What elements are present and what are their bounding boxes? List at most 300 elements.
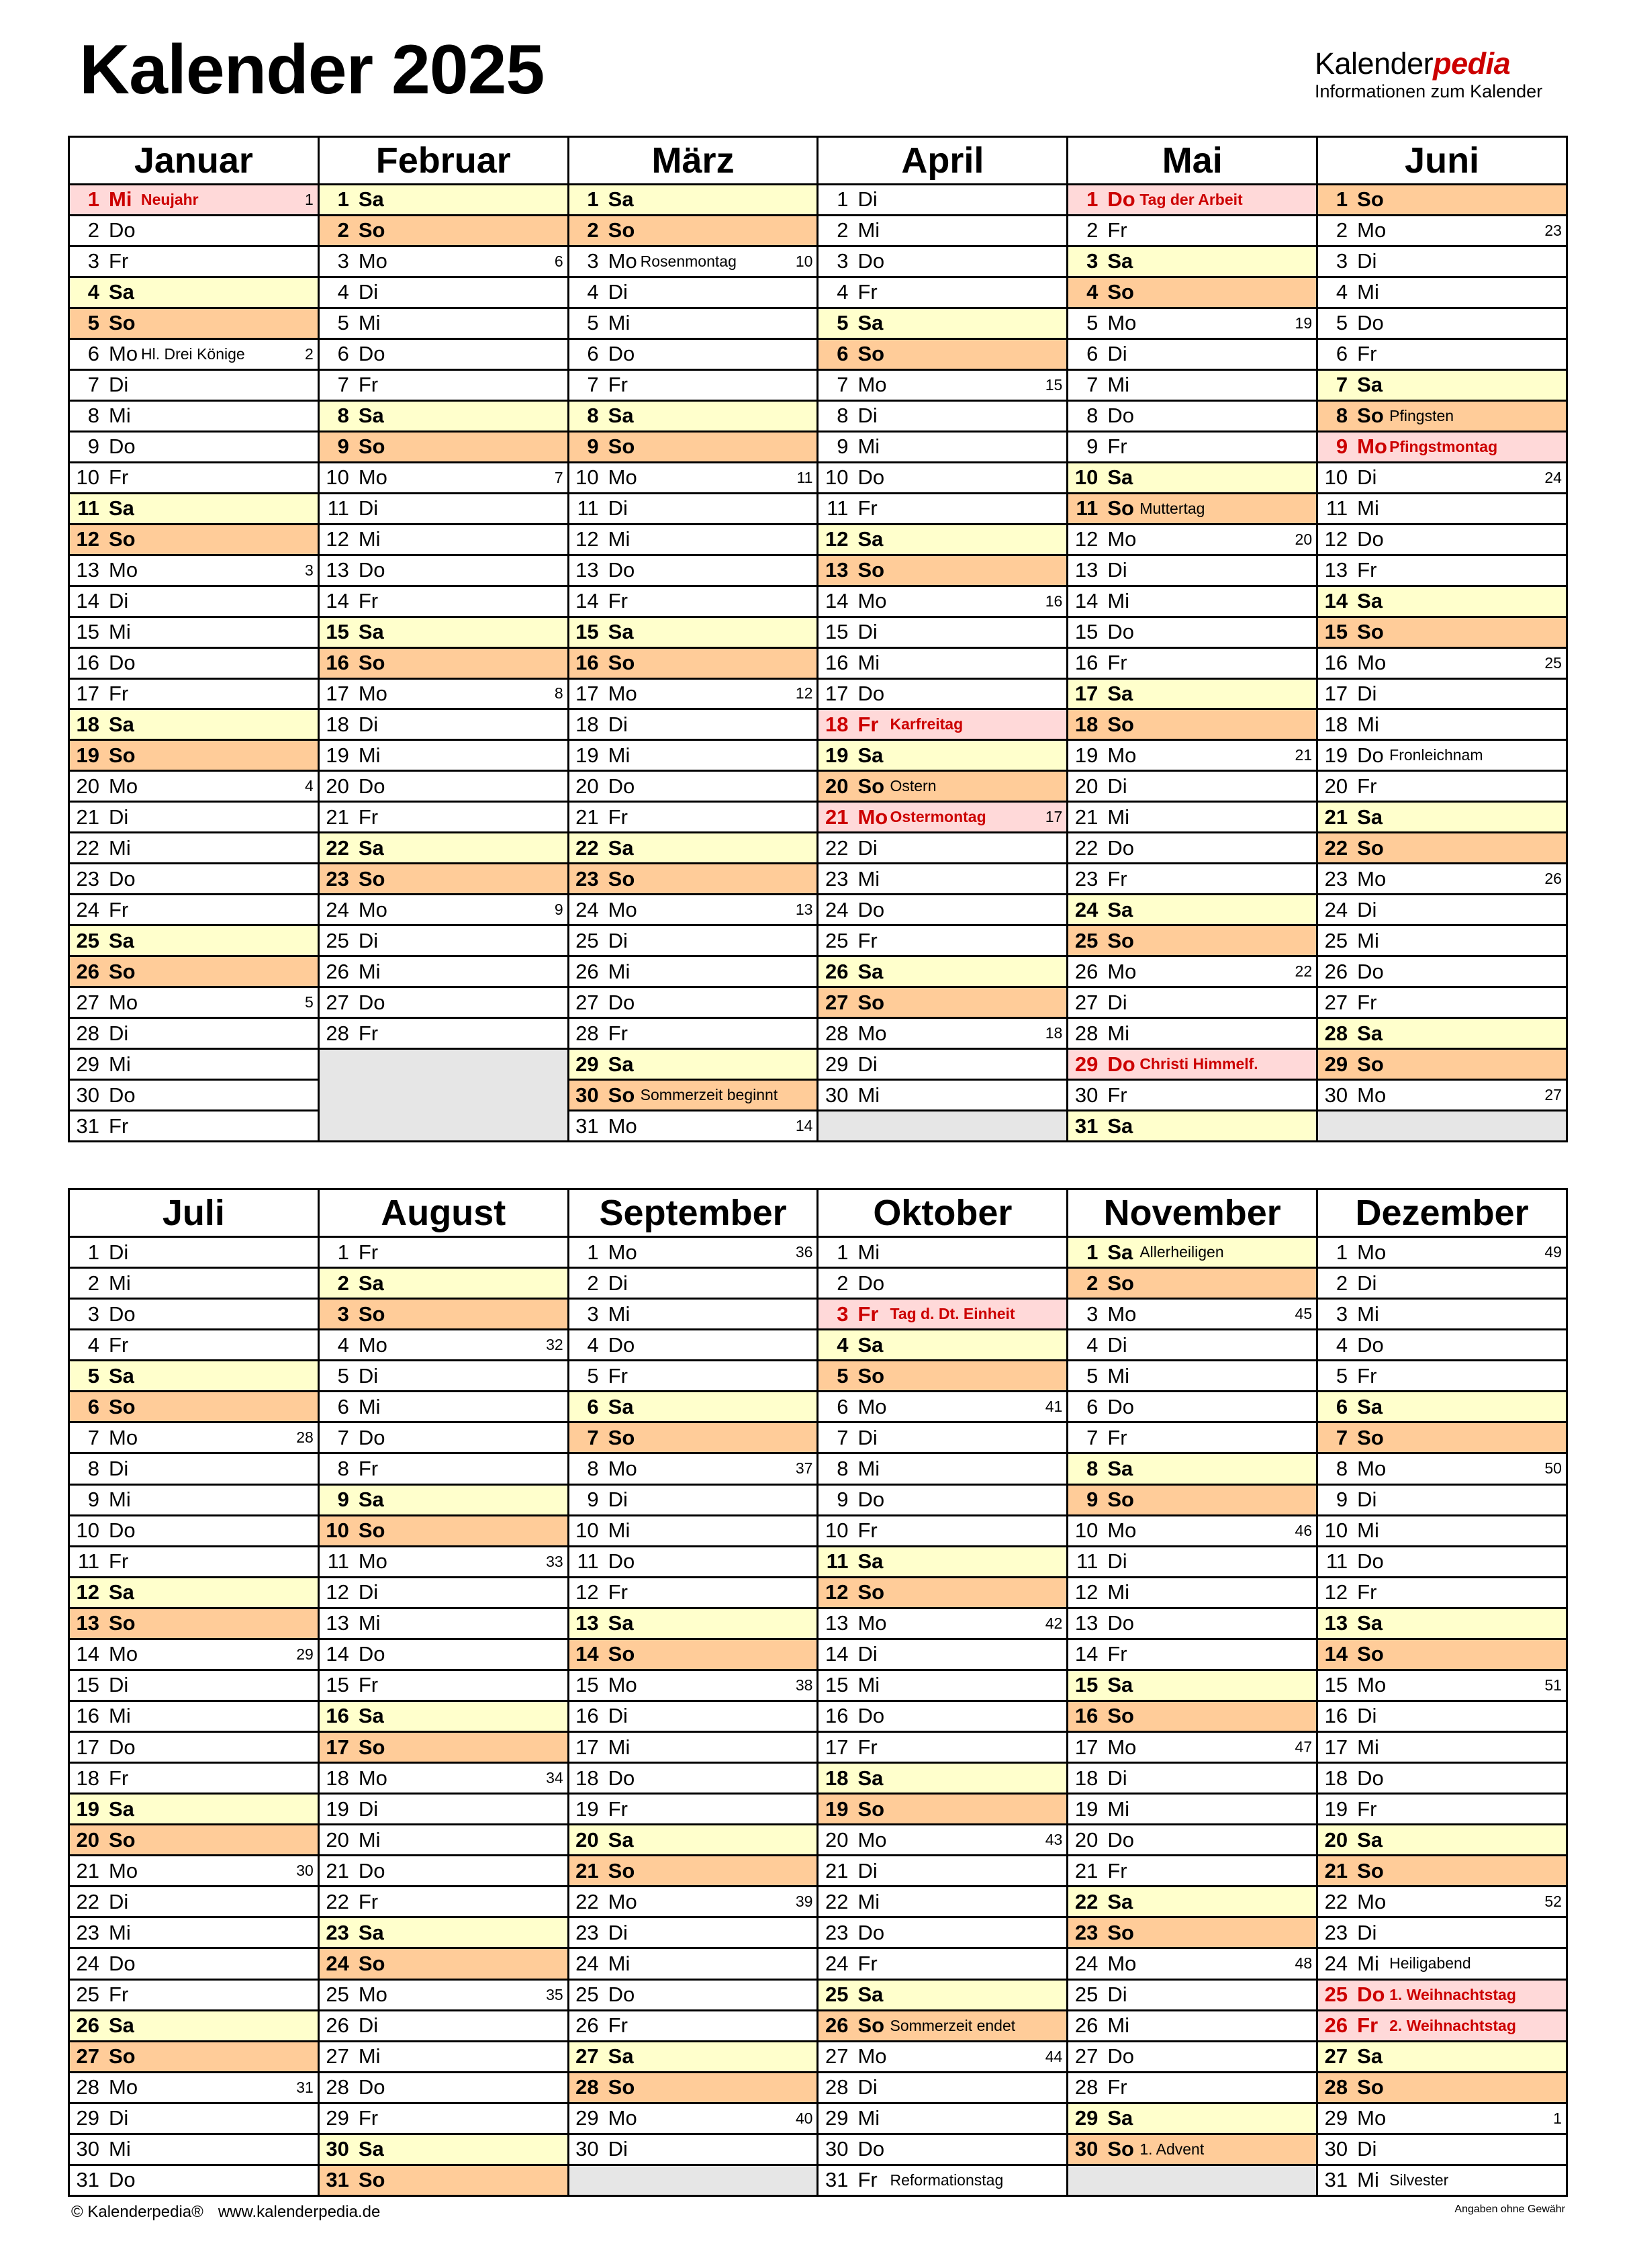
day-row[interactable] [1318, 772, 1566, 803]
day-row[interactable] [1068, 741, 1316, 772]
day-row[interactable] [569, 1423, 817, 1454]
day-row[interactable] [1318, 1361, 1566, 1392]
day-row[interactable] [1318, 988, 1566, 1019]
day-row[interactable] [1068, 463, 1316, 494]
day-row[interactable] [1068, 2104, 1316, 2135]
day-row[interactable] [819, 1423, 1066, 1454]
day-row[interactable] [1068, 1733, 1316, 1764]
day-row[interactable] [1068, 618, 1316, 649]
day-row[interactable] [819, 402, 1066, 433]
day-row[interactable] [819, 803, 1066, 833]
day-row[interactable] [819, 1578, 1066, 1609]
day-row[interactable] [70, 1238, 318, 1269]
day-row[interactable] [1068, 772, 1316, 803]
day-row[interactable] [1068, 1764, 1316, 1795]
day-row[interactable] [1068, 587, 1316, 618]
day-row[interactable] [70, 1392, 318, 1423]
day-row[interactable] [320, 1702, 567, 1733]
day-row[interactable] [569, 1392, 817, 1423]
day-row[interactable] [819, 1486, 1066, 1516]
day-row[interactable] [320, 525, 567, 556]
day-row[interactable] [70, 710, 318, 741]
day-row[interactable] [1068, 988, 1316, 1019]
day-row[interactable] [320, 1981, 567, 2011]
day-row[interactable] [70, 2042, 318, 2073]
day-row[interactable] [569, 741, 817, 772]
day-row[interactable] [569, 525, 817, 556]
day-row[interactable] [1068, 2073, 1316, 2104]
day-row[interactable] [1318, 1050, 1566, 1081]
day-row[interactable] [320, 1578, 567, 1609]
day-row[interactable] [1318, 1856, 1566, 1887]
day-row[interactable] [1068, 710, 1316, 741]
day-row[interactable] [569, 1795, 817, 1825]
day-row[interactable] [70, 1918, 318, 1949]
day-row[interactable] [1318, 247, 1566, 278]
day-row[interactable] [819, 371, 1066, 402]
day-row[interactable] [320, 1825, 567, 1856]
day-row[interactable] [70, 1516, 318, 1547]
day-row[interactable] [320, 1238, 567, 1269]
day-row[interactable] [819, 309, 1066, 340]
day-row[interactable] [320, 1361, 567, 1392]
day-row[interactable] [1068, 185, 1316, 216]
day-row[interactable] [1068, 833, 1316, 864]
day-row[interactable] [1318, 1454, 1566, 1485]
day-row[interactable] [569, 216, 817, 247]
day-row[interactable] [819, 1981, 1066, 2011]
day-row[interactable] [819, 1702, 1066, 1733]
day-row[interactable] [1068, 247, 1316, 278]
day-row[interactable] [1068, 1702, 1316, 1733]
day-row[interactable] [819, 1795, 1066, 1825]
day-row[interactable] [1068, 1019, 1316, 1050]
day-row[interactable] [70, 864, 318, 895]
day-row[interactable] [1318, 1238, 1566, 1269]
day-row[interactable] [819, 278, 1066, 309]
day-row[interactable] [1318, 1269, 1566, 1300]
day-row[interactable] [70, 278, 318, 309]
day-row[interactable] [569, 1733, 817, 1764]
day-row[interactable] [569, 1300, 817, 1330]
day-row[interactable] [1318, 1764, 1566, 1795]
day-row[interactable] [70, 1795, 318, 1825]
day-row[interactable] [1318, 1949, 1566, 1980]
day-row[interactable] [819, 2104, 1066, 2135]
day-row[interactable] [1068, 1300, 1316, 1330]
day-row[interactable] [320, 371, 567, 402]
day-row[interactable] [70, 1269, 318, 1300]
day-row[interactable] [70, 433, 318, 463]
day-row[interactable] [569, 278, 817, 309]
day-row[interactable] [70, 1050, 318, 1081]
day-row[interactable] [320, 433, 567, 463]
day-row[interactable] [320, 1609, 567, 1640]
day-row[interactable] [1318, 1825, 1566, 1856]
day-row[interactable] [1068, 1361, 1316, 1392]
day-row[interactable] [1318, 463, 1566, 494]
day-row[interactable] [819, 216, 1066, 247]
day-row[interactable] [569, 247, 817, 278]
day-row[interactable] [569, 1981, 817, 2011]
day-row[interactable] [70, 371, 318, 402]
day-row[interactable] [819, 1330, 1066, 1361]
day-row[interactable] [1068, 1825, 1316, 1856]
day-row[interactable] [320, 402, 567, 433]
day-row[interactable] [819, 741, 1066, 772]
day-row[interactable] [70, 1733, 318, 1764]
day-row[interactable] [1318, 2135, 1566, 2166]
day-row[interactable] [70, 772, 318, 803]
day-row[interactable] [70, 402, 318, 433]
day-row[interactable] [1068, 556, 1316, 587]
day-row[interactable] [819, 649, 1066, 680]
day-row[interactable] [819, 1516, 1066, 1547]
day-row[interactable] [70, 649, 318, 680]
day-row[interactable] [320, 247, 567, 278]
day-row[interactable] [1068, 1454, 1316, 1485]
day-row[interactable] [320, 2104, 567, 2135]
footer-url[interactable]: www.kalenderpedia.de [218, 2203, 381, 2221]
day-row[interactable] [70, 680, 318, 711]
day-row[interactable] [569, 1269, 817, 1300]
day-row[interactable] [320, 1640, 567, 1671]
day-row[interactable] [819, 957, 1066, 988]
day-row[interactable] [569, 402, 817, 433]
day-row[interactable] [1318, 525, 1566, 556]
day-row[interactable] [569, 1486, 817, 1516]
day-row[interactable] [1068, 309, 1316, 340]
day-row[interactable] [819, 2073, 1066, 2104]
day-row[interactable] [1318, 494, 1566, 525]
day-row[interactable] [1318, 1019, 1566, 1050]
day-row[interactable] [569, 1702, 817, 1733]
day-row[interactable] [819, 185, 1066, 216]
day-row[interactable] [569, 1019, 817, 1050]
day-row[interactable] [1068, 680, 1316, 711]
day-row[interactable] [819, 494, 1066, 525]
day-row[interactable] [70, 1981, 318, 2011]
day-row[interactable] [1318, 1423, 1566, 1454]
day-row[interactable] [1318, 1300, 1566, 1330]
day-row[interactable] [569, 1081, 817, 1112]
day-row[interactable] [819, 618, 1066, 649]
day-row[interactable] [70, 1702, 318, 1733]
day-row[interactable] [819, 1050, 1066, 1081]
day-row[interactable] [1068, 1486, 1316, 1516]
day-row[interactable] [320, 1918, 567, 1949]
day-row[interactable] [1318, 1578, 1566, 1609]
day-row[interactable] [1318, 278, 1566, 309]
day-row[interactable] [1318, 833, 1566, 864]
day-row[interactable] [569, 1609, 817, 1640]
day-row[interactable] [320, 1547, 567, 1578]
day-row[interactable] [1068, 1671, 1316, 1702]
day-row[interactable] [1068, 1949, 1316, 1980]
day-row[interactable] [569, 710, 817, 741]
day-row[interactable] [1318, 371, 1566, 402]
day-row[interactable] [1318, 1887, 1566, 1918]
day-row[interactable] [70, 741, 318, 772]
day-row[interactable] [70, 1949, 318, 1980]
day-row[interactable] [1318, 309, 1566, 340]
day-row[interactable] [70, 556, 318, 587]
day-row[interactable] [1068, 340, 1316, 371]
day-row[interactable] [819, 1671, 1066, 1702]
day-row[interactable] [819, 2011, 1066, 2042]
day-row[interactable] [1318, 1918, 1566, 1949]
day-row[interactable] [320, 1269, 567, 1300]
day-row[interactable] [70, 247, 318, 278]
day-row[interactable] [569, 1112, 817, 1140]
day-row[interactable] [1068, 895, 1316, 926]
day-row[interactable] [70, 2104, 318, 2135]
day-row[interactable] [320, 494, 567, 525]
day-row[interactable] [1318, 926, 1566, 957]
day-row[interactable] [569, 1361, 817, 1392]
day-row[interactable] [70, 833, 318, 864]
day-row[interactable] [70, 1330, 318, 1361]
day-row[interactable] [1068, 1330, 1316, 1361]
day-row[interactable] [70, 1825, 318, 1856]
day-row[interactable] [819, 1949, 1066, 1980]
day-row[interactable] [819, 1361, 1066, 1392]
day-row[interactable] [70, 957, 318, 988]
day-row[interactable] [819, 1825, 1066, 1856]
day-row[interactable] [819, 1238, 1066, 1269]
day-row[interactable] [1068, 1423, 1316, 1454]
day-row[interactable] [1318, 803, 1566, 833]
day-row[interactable] [569, 556, 817, 587]
day-row[interactable] [70, 587, 318, 618]
day-row[interactable] [1068, 1269, 1316, 1300]
day-row[interactable] [819, 864, 1066, 895]
day-row[interactable] [320, 1795, 567, 1825]
day-row[interactable] [320, 2073, 567, 2104]
day-row[interactable] [70, 618, 318, 649]
day-row[interactable] [569, 309, 817, 340]
day-row[interactable] [819, 433, 1066, 463]
day-row[interactable] [569, 2104, 817, 2135]
day-row[interactable] [819, 1392, 1066, 1423]
day-row[interactable] [569, 463, 817, 494]
day-row[interactable] [70, 340, 318, 371]
day-row[interactable] [819, 525, 1066, 556]
day-row[interactable] [320, 1330, 567, 1361]
day-row[interactable] [70, 1454, 318, 1485]
day-row[interactable] [1068, 1578, 1316, 1609]
day-row[interactable] [1318, 2011, 1566, 2042]
day-row[interactable] [320, 957, 567, 988]
day-row[interactable] [1068, 1516, 1316, 1547]
day-row[interactable] [320, 1887, 567, 1918]
day-row[interactable] [320, 278, 567, 309]
day-row[interactable] [569, 494, 817, 525]
day-row[interactable] [320, 1019, 567, 1050]
day-row[interactable] [70, 2135, 318, 2166]
day-row[interactable] [569, 618, 817, 649]
day-row[interactable] [819, 772, 1066, 803]
day-row[interactable] [70, 1486, 318, 1516]
day-row[interactable] [1068, 216, 1316, 247]
day-row[interactable] [320, 1764, 567, 1795]
day-row[interactable] [1318, 1547, 1566, 1578]
day-row[interactable] [1318, 1640, 1566, 1671]
day-row[interactable] [1068, 1238, 1316, 1269]
day-row[interactable] [70, 1887, 318, 1918]
day-row[interactable] [70, 525, 318, 556]
day-row[interactable] [1068, 957, 1316, 988]
day-row[interactable] [320, 741, 567, 772]
day-row[interactable] [569, 1764, 817, 1795]
day-row[interactable] [569, 680, 817, 711]
day-row[interactable] [819, 2042, 1066, 2073]
day-row[interactable] [1318, 2166, 1566, 2195]
day-row[interactable] [569, 1454, 817, 1485]
day-row[interactable] [70, 926, 318, 957]
day-row[interactable] [1318, 2073, 1566, 2104]
day-row[interactable] [320, 1454, 567, 1485]
day-row[interactable] [569, 1547, 817, 1578]
day-row[interactable] [1068, 1081, 1316, 1112]
day-row[interactable] [1068, 278, 1316, 309]
day-row[interactable] [819, 1733, 1066, 1764]
day-row[interactable] [569, 1856, 817, 1887]
day-row[interactable] [320, 833, 567, 864]
day-row[interactable] [1318, 2042, 1566, 2073]
day-row[interactable] [320, 710, 567, 741]
day-row[interactable] [569, 2011, 817, 2042]
day-row[interactable] [70, 1856, 318, 1887]
day-row[interactable] [1068, 1112, 1316, 1140]
day-row[interactable] [569, 1578, 817, 1609]
day-row[interactable] [1318, 649, 1566, 680]
day-row[interactable] [569, 772, 817, 803]
day-row[interactable] [320, 618, 567, 649]
day-row[interactable] [819, 1454, 1066, 1485]
day-row[interactable] [70, 895, 318, 926]
day-row[interactable] [1318, 1081, 1566, 1112]
day-row[interactable] [320, 1856, 567, 1887]
day-row[interactable] [70, 1671, 318, 1702]
day-row[interactable] [819, 926, 1066, 957]
day-row[interactable] [569, 803, 817, 833]
day-row[interactable] [1068, 525, 1316, 556]
day-row[interactable] [1068, 1918, 1316, 1949]
day-row[interactable] [1068, 402, 1316, 433]
day-row[interactable] [320, 463, 567, 494]
day-row[interactable] [320, 895, 567, 926]
day-row[interactable] [320, 2166, 567, 2195]
day-row[interactable] [1068, 1981, 1316, 2011]
day-row[interactable] [569, 340, 817, 371]
day-row[interactable] [1068, 494, 1316, 525]
day-row[interactable] [1068, 649, 1316, 680]
day-row[interactable] [569, 1949, 817, 1980]
day-row[interactable] [819, 1019, 1066, 1050]
day-row[interactable] [819, 587, 1066, 618]
day-row[interactable] [1318, 1795, 1566, 1825]
day-row[interactable] [320, 340, 567, 371]
day-row[interactable] [569, 2042, 817, 2073]
day-row[interactable] [320, 216, 567, 247]
day-row[interactable] [1068, 1547, 1316, 1578]
day-row[interactable] [819, 680, 1066, 711]
day-row[interactable] [569, 433, 817, 463]
day-row[interactable] [320, 864, 567, 895]
day-row[interactable] [1318, 1330, 1566, 1361]
day-row[interactable] [1318, 1486, 1566, 1516]
day-row[interactable] [1318, 864, 1566, 895]
day-row[interactable] [569, 895, 817, 926]
day-row[interactable] [819, 1269, 1066, 1300]
day-row[interactable] [1318, 402, 1566, 433]
day-row[interactable] [569, 833, 817, 864]
day-row[interactable] [320, 1671, 567, 1702]
day-row[interactable] [569, 1887, 817, 1918]
day-row[interactable] [569, 1671, 817, 1702]
day-row[interactable] [819, 710, 1066, 741]
day-row[interactable] [320, 772, 567, 803]
day-row[interactable] [320, 926, 567, 957]
day-row[interactable] [70, 1361, 318, 1392]
day-row[interactable] [569, 2135, 817, 2166]
day-row[interactable] [320, 556, 567, 587]
day-row[interactable] [70, 309, 318, 340]
day-row[interactable] [70, 494, 318, 525]
day-row[interactable] [819, 247, 1066, 278]
day-row[interactable] [320, 2011, 567, 2042]
day-row[interactable] [70, 185, 318, 216]
day-row[interactable] [70, 216, 318, 247]
day-row[interactable] [1318, 1733, 1566, 1764]
day-row[interactable] [819, 1609, 1066, 1640]
day-row[interactable] [70, 1019, 318, 1050]
day-row[interactable] [569, 1330, 817, 1361]
day-row[interactable] [1318, 895, 1566, 926]
day-row[interactable] [70, 1547, 318, 1578]
day-row[interactable] [1068, 1887, 1316, 1918]
day-row[interactable] [320, 309, 567, 340]
day-row[interactable] [320, 1733, 567, 1764]
day-row[interactable] [819, 1081, 1066, 1112]
day-row[interactable] [320, 988, 567, 1019]
day-row[interactable] [1318, 556, 1566, 587]
day-row[interactable] [1068, 803, 1316, 833]
day-row[interactable] [569, 371, 817, 402]
day-row[interactable] [320, 1516, 567, 1547]
day-row[interactable] [320, 2042, 567, 2073]
day-row[interactable] [819, 2166, 1066, 2195]
day-row[interactable] [819, 988, 1066, 1019]
day-row[interactable] [569, 957, 817, 988]
day-row[interactable] [819, 1640, 1066, 1671]
day-row[interactable] [70, 2166, 318, 2195]
day-row[interactable] [1318, 185, 1566, 216]
day-row[interactable] [1318, 1671, 1566, 1702]
day-row[interactable] [569, 1238, 817, 1269]
day-row[interactable] [70, 1764, 318, 1795]
day-row[interactable] [1318, 340, 1566, 371]
day-row[interactable] [1068, 1640, 1316, 1671]
day-row[interactable] [70, 803, 318, 833]
day-row[interactable] [569, 926, 817, 957]
day-row[interactable] [1318, 2104, 1566, 2135]
day-row[interactable] [1318, 710, 1566, 741]
day-row[interactable] [320, 1949, 567, 1980]
day-row[interactable] [569, 1050, 817, 1081]
day-row[interactable] [320, 587, 567, 618]
